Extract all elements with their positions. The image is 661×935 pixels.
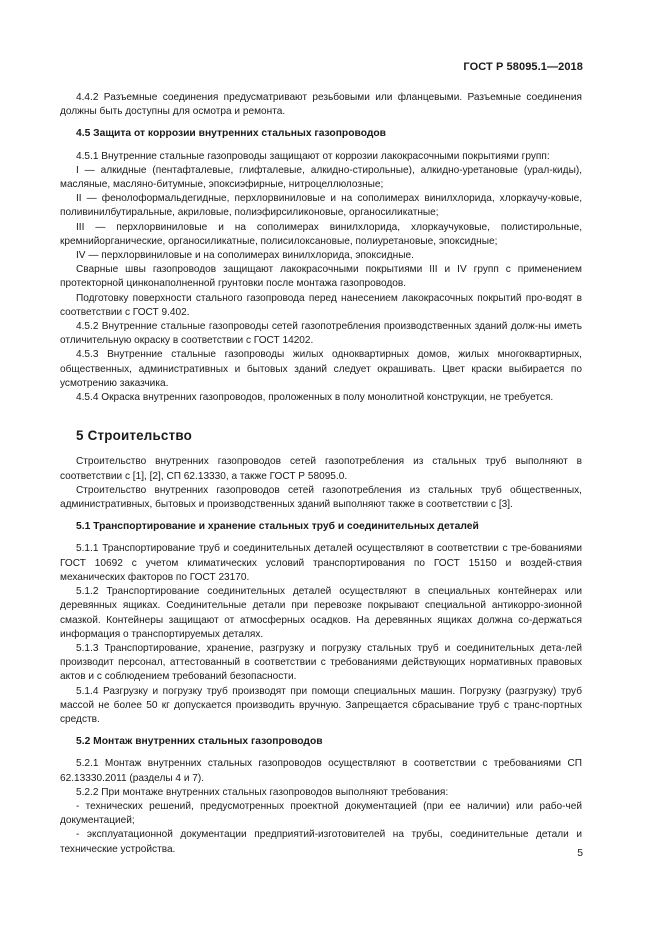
heading-5: 5 Строительство xyxy=(76,428,192,444)
paragraph-4-5-1: 4.5.1 Внутренние стальные газопроводы защищают от коррозии лакокрасочными покрытиями групп: xyxy=(76,150,550,162)
heading-4-5: 4.5 Защита от коррозии внутренних стальных газопроводов xyxy=(76,128,386,140)
paragraph-4-4-2: 4.4.2 Разъемные соединения предусматривают резьбовыми или фланцевыми. Разъемные соединения должны быть доступны для осмотра и ремонта. xyxy=(60,92,582,118)
paragraph-4-5-4: 4.5.4 Окраска внутренних газопроводов, проложенных в полу монолитной конструкции, не требуется. xyxy=(76,392,554,404)
page-number: 5 xyxy=(577,848,583,859)
paragraph-welds: Сварные швы газопроводов защищают лакокрасочными покрытиями III и IV групп с применением протекторной цинконаполненной грунтовки после монтажа газопроводов. xyxy=(60,264,582,290)
group-ii-item: II — фенолоформальдегидные, перхлорвиниловые и на сополимерах винилхлорида, хлоркаучу-ковые, поливинилбутиральные, акриловые, полиэфирсиликоновые, органосиликатные; xyxy=(60,193,582,219)
list-item-operation-docs: - эксплуатационной документации предприятий-изготовителей на трубы, соединительные детали и технические устройства. xyxy=(60,829,582,855)
paragraph-5-1-3: 5.1.3 Транспортирование, хранение, разгрузку и погрузку стальных труб и соединительных дета-лей производит персонал, аттестованный в соответствии с требованиями действующих нормативных правовых актов и с соблюдением требований безопасности. xyxy=(60,642,582,683)
paragraph-4-5-3: 4.5.3 Внутренние стальные газопроводы жилых одноквартирных домов, жилых многоквартирных, общественных, административных и бытовых зданий следует окрашивать. Цвет краски выбирается по усмотрению заказчика. xyxy=(60,349,582,389)
paragraph-5-2-1: 5.2.1 Монтаж внутренних стальных газопроводов осуществляют в соответствии с требованиями СП 62.13330.2011 (разделы 4 и 7). xyxy=(60,758,582,784)
group-iv-item: IV — перхлорвиниловые и на сополимерах винилхлорида, эпоксидные. xyxy=(76,250,414,262)
heading-5-1: 5.1 Транспортирование и хранение стальных труб и соединительных деталей xyxy=(76,521,479,533)
document-body xyxy=(60,91,582,857)
paragraph-4-5-2: 4.5.2 Внутренние стальные газопроводы сетей газопотребления производственных зданий долж-ны иметь отличительную окраску в соответствии с ГОСТ 14202. xyxy=(60,321,582,347)
list-item-design-docs: - технических решений, предусмотренных проектной документацией (при ее наличии) или рабо-чей документацией; xyxy=(60,800,582,827)
paragraph-5-1-1: 5.1.1 Транспортирование труб и соединительных деталей осуществляют в соответствии с тре-бованиями ГОСТ 10692 с учетом климатических условий транспортирования по ГОСТ 15150 и воздей-ствия механических факторов по ГОСТ 23170. xyxy=(60,543,582,583)
paragraph-5-intro-a: Строительство внутренних газопроводов сетей газопотребления из стальных труб выполняют в соответствии с [1], [2], СП 62.13330, а также ГОСТ Р 58095.0. xyxy=(60,456,582,482)
group-i-item: I — алкидные (пентафталевые, глифталевые, алкидно-стирольные), алкидно-уретановые (урал-киды), масляные, масляно-битумные, эпоксиэфирные, нитроцеллюлозные; xyxy=(60,164,582,191)
paragraph-5-1-2: 5.1.2 Транспортирование соединительных деталей осуществляют в специальных контейнерах или деревянных ящиках. Соединительные детали при перевозке покрывают специальной антикорро-зионной смазкой. Контейнеры защищают от атмосферных осадков. На деревянных ящиках должна со-держаться информация о транспортируемых деталях. xyxy=(60,586,582,640)
paragraph-5-2-2: 5.2.2 При монтаже внутренних стальных газопроводов выполняют требования: xyxy=(76,786,449,798)
paragraph-5-1-4: 5.1.4 Разгрузку и погрузку труб производят при помощи специальных машин. Погрузку (разгрузку) труб массой не более 50 кг допускается производить вручную. Запрещается сбрасывание труб с транс-портных средств. xyxy=(60,685,582,725)
paragraph-surface-prep: Подготовку поверхности стального газопровода перед нанесением лакокрасочных покрытий про-водят в соответствии с ГОСТ 9.402. xyxy=(60,292,582,318)
heading-5-2: 5.2 Монтаж внутренних стальных газопроводов xyxy=(76,736,323,748)
group-iii-item: III — перхлорвиниловые и на сополимерах винилхлорида, хлоркаучуковые, полистирольные, кремнийорганические, органосиликатные, полисилоксановые, полиуретановые, эпоксидные; xyxy=(60,221,582,247)
document-code-header: ГОСТ Р 58095.1—2018 xyxy=(463,61,583,73)
paragraph-5-intro-b: Строительство внутренних газопроводов сетей газопотребления из стальных труб общественных, административных, бытовых и производственных зданий выполняют также в соответствии с [3]. xyxy=(60,484,582,511)
